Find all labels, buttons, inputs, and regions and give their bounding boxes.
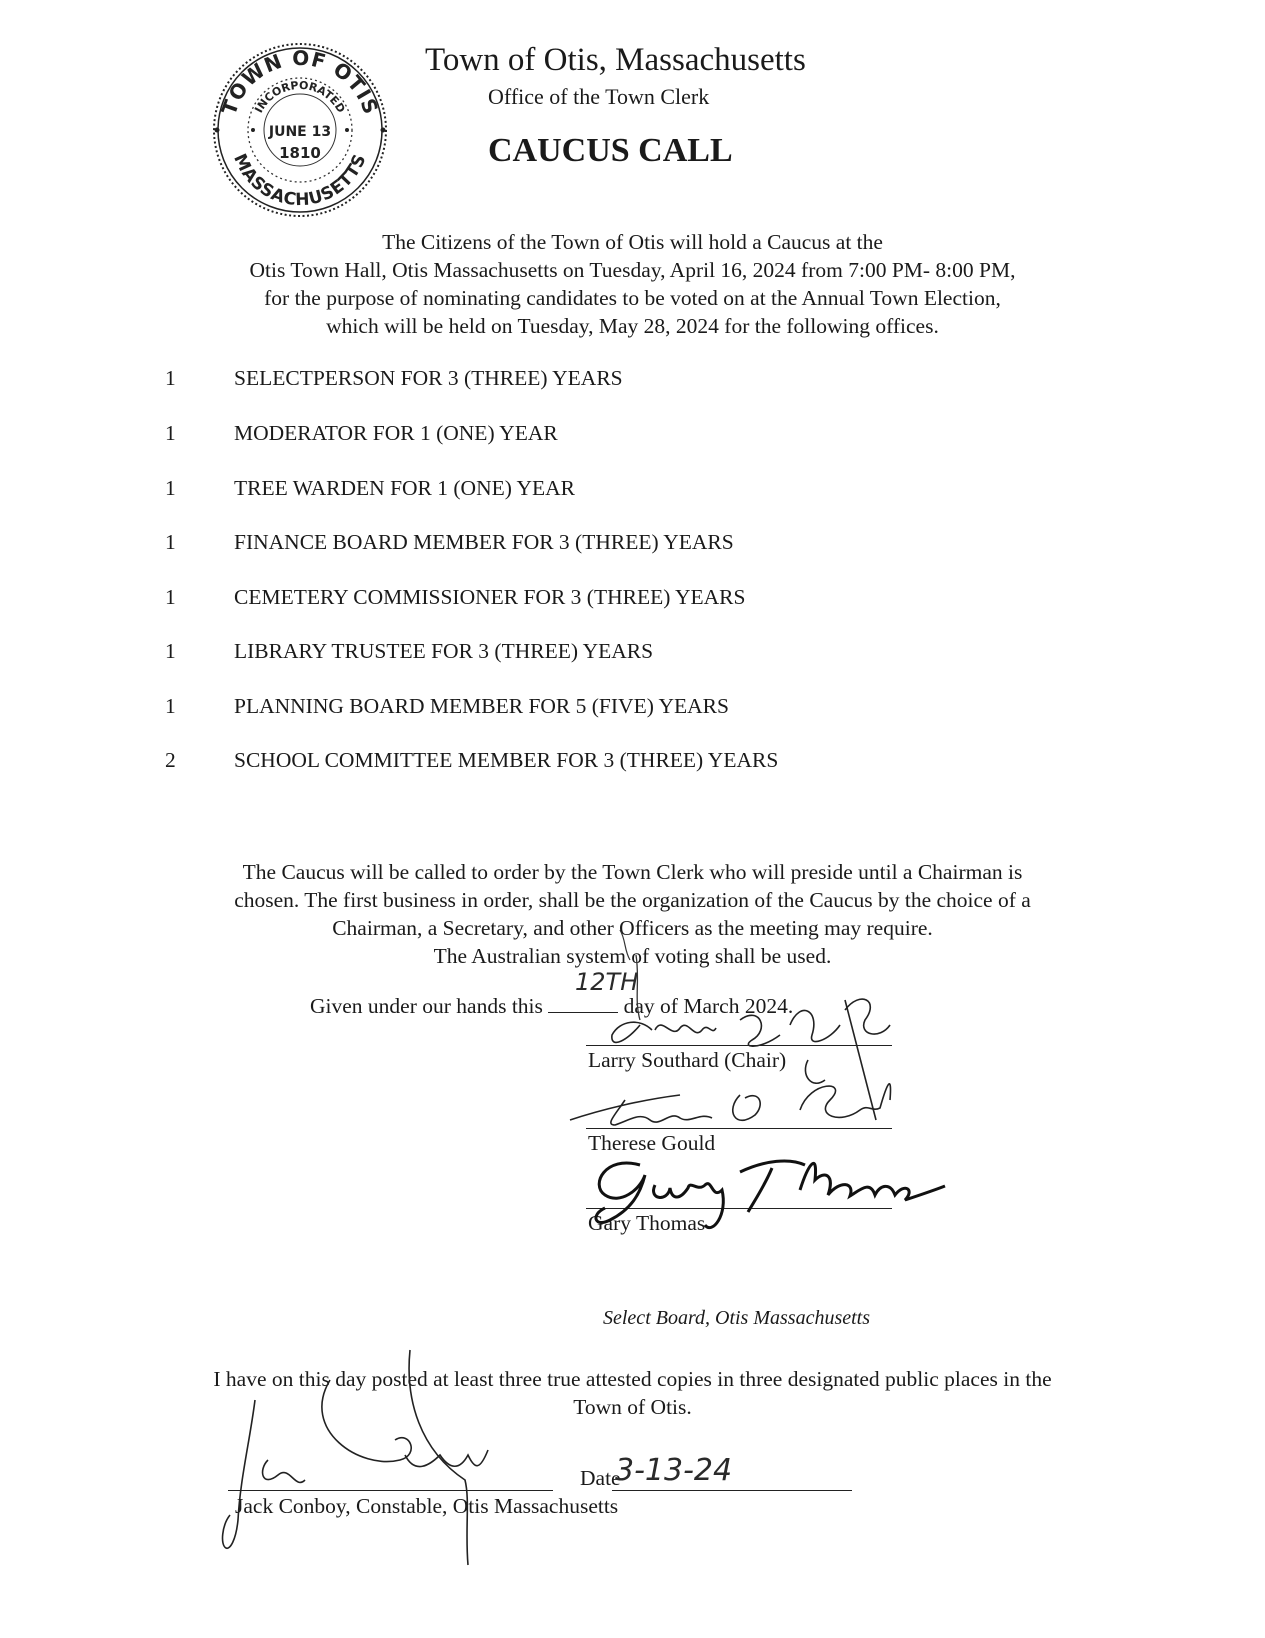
handwritten-date: 3-13-24: [615, 1453, 733, 1488]
procedure-line: The Caucus will be called to order by the Town Clerk who will preside until a Chairman is: [242, 860, 1023, 884]
signature-line: [586, 1045, 892, 1046]
procedure-line: chosen. The first business in order, shall be the organization of the Caucus by the choice of a: [234, 888, 1031, 912]
office-title: MODERATOR FOR 1 (ONE) YEAR: [234, 421, 558, 445]
signer-name: Therese Gould: [588, 1131, 716, 1155]
given-suffix: day of March 2024.: [623, 994, 794, 1018]
constable-name: Jack Conboy, Constable, Otis Massachusetts: [235, 1494, 619, 1518]
office-count: 1: [165, 421, 176, 445]
signature-line: [586, 1128, 892, 1129]
seal-text-top: TOWN OF OTIS: [216, 45, 384, 118]
seal-text-inner: INCORPORATED: [252, 78, 348, 116]
office-subtitle: Office of the Town Clerk: [488, 84, 710, 109]
office-title: CEMETERY COMMISSIONER FOR 3 (THREE) YEARS: [234, 585, 746, 609]
procedure-line: The Australian system of voting shall be used.: [433, 944, 832, 968]
intro-line: The Citizens of the Town of Otis will hold a Caucus at the: [382, 230, 883, 254]
procedure-line: Chairman, a Secretary, and other Officers as the meeting may require.: [332, 916, 933, 940]
office-count: 1: [165, 694, 176, 718]
office-title: SELECTPERSON FOR 3 (THREE) YEARS: [234, 366, 623, 390]
day-blank: [548, 992, 618, 1013]
signature-line: [586, 1208, 892, 1209]
posting-line: I have on this day posted at least three true attested copies in three designated public places in the: [213, 1367, 1052, 1391]
handwritten-day: 12TH: [575, 968, 639, 996]
office-title: TREE WARDEN FOR 1 (ONE) YEAR: [234, 476, 575, 500]
seal-date-line1: JUNE 13: [268, 124, 332, 140]
office-count: 1: [165, 639, 176, 663]
intro-line: Otis Town Hall, Otis Massachusetts on Tuesday, April 16, 2024 from 7:00 PM- 8:00 PM,: [249, 258, 1016, 282]
date-label: Date: [580, 1466, 621, 1490]
intro-line: for the purpose of nominating candidates to be voted on at the Annual Town Election,: [264, 286, 1001, 310]
town-seal-icon: [205, 40, 395, 220]
signer-name: Gary Thomas: [588, 1211, 706, 1235]
office-count: 1: [165, 476, 176, 500]
document-title: CAUCUS CALL: [488, 132, 733, 169]
office-count: 1: [165, 530, 176, 554]
date-line: [612, 1490, 852, 1491]
intro-line: which will be held on Tuesday, May 28, 2024 for the following offices.: [326, 314, 939, 338]
town-title: Town of Otis, Massachusetts: [425, 42, 806, 78]
posting-line: Town of Otis.: [573, 1395, 692, 1419]
procedure-paragraph: [160, 858, 1105, 970]
signer-name: Larry Southard (Chair): [588, 1048, 787, 1072]
given-prefix: Given under our hands this: [310, 994, 543, 1018]
office-title: FINANCE BOARD MEMBER FOR 3 (THREE) YEARS: [234, 530, 734, 554]
board-label: Select Board, Otis Massachusetts: [603, 1307, 871, 1329]
posting-paragraph: [160, 1365, 1105, 1421]
seal-text-bottom: MASSACHUSETTS: [229, 150, 371, 211]
svg-text:INCORPORATED: [252, 79, 347, 115]
office-title: PLANNING BOARD MEMBER FOR 5 (FIVE) YEARS: [234, 694, 729, 718]
office-count: 1: [165, 366, 176, 390]
office-title: LIBRARY TRUSTEE FOR 3 (THREE) YEARS: [234, 639, 654, 663]
signature-therese-gould: [570, 1084, 891, 1125]
office-count: 2: [165, 748, 176, 772]
constable-signature-line: [228, 1490, 553, 1491]
seal-date-line2: 1810: [279, 144, 321, 162]
office-count: 1: [165, 585, 176, 609]
intro-paragraph: [160, 228, 1105, 340]
office-title: SCHOOL COMMITTEE MEMBER FOR 3 (THREE) YEARS: [234, 748, 779, 772]
given-line: [310, 992, 793, 1019]
